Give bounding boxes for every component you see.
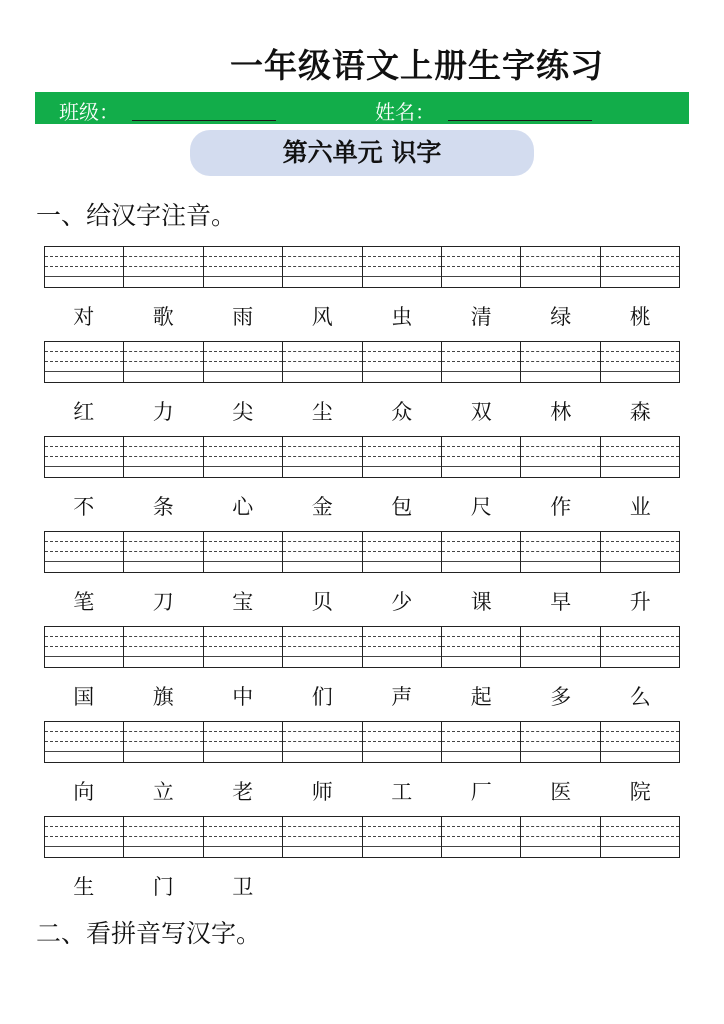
writing-guide-line [204,826,282,827]
writing-guide-line [124,741,202,742]
writing-guide-line [442,561,520,562]
hanzi-character: 多 [550,685,572,709]
hanzi-character: 红 [73,400,95,424]
writing-guide-line [204,256,282,257]
writing-guide-line [521,371,599,372]
writing-guide-line [124,466,202,467]
writing-guide-line [283,836,361,837]
name-field[interactable] [448,120,592,121]
pinyin-cell[interactable] [283,627,362,667]
writing-guide-line [363,656,441,657]
writing-guide-line [363,466,441,467]
writing-guide-line [45,466,123,467]
writing-guide-line [45,656,123,657]
hanzi-character: 金 [311,495,333,519]
hanzi-character: 课 [470,590,492,614]
unit-title: 第六单元 识字 [190,130,534,176]
writing-guide-line [363,371,441,372]
section-heading-1: 一、给汉字注音。 [36,201,237,230]
hanzi-character: 老 [232,780,254,804]
writing-guide-line [442,541,520,542]
character-row [44,301,680,331]
writing-guide-line [601,751,679,752]
pinyin-cell[interactable] [45,627,124,667]
writing-guide-line [204,351,282,352]
writing-guide-line [124,751,202,752]
pinyin-cell[interactable] [601,817,679,857]
pinyin-cell[interactable] [124,532,203,572]
writing-guide-line [124,731,202,732]
writing-guide-line [363,751,441,752]
writing-guide-line [124,846,202,847]
hanzi-character: 清 [470,305,492,329]
hanzi-character: 贝 [311,590,333,614]
writing-guide-line [124,541,202,542]
pinyin-cell[interactable] [124,342,203,382]
writing-guide-line [363,826,441,827]
hanzi-character: 中 [232,685,254,709]
hanzi-character: 作 [550,495,572,519]
pinyin-cell[interactable] [45,437,124,477]
writing-guide-line [442,656,520,657]
writing-guide-line [45,276,123,277]
writing-guide-line [204,836,282,837]
pinyin-cell[interactable] [204,342,283,382]
pinyin-cell[interactable] [45,817,124,857]
pinyin-cell[interactable] [601,342,679,382]
hanzi-character: 医 [550,780,572,804]
writing-guide-line [45,446,123,447]
writing-guide-line [363,646,441,647]
writing-guide-line [283,266,361,267]
writing-guide-line [124,836,202,837]
page-title: 一年级语文上册生字练习 [230,46,604,85]
writing-guide-line [283,541,361,542]
hanzi-character: 旗 [152,685,174,709]
writing-guide-line [363,256,441,257]
pinyin-cell[interactable] [124,437,203,477]
pinyin-cell[interactable] [442,247,521,287]
pinyin-cell[interactable] [283,817,362,857]
writing-guide-line [442,361,520,362]
character-row [44,491,680,521]
pinyin-cell[interactable] [283,437,362,477]
pinyin-cell[interactable] [363,722,442,762]
writing-guide-line [204,731,282,732]
hanzi-character: 条 [152,495,174,519]
writing-guide-line [601,646,679,647]
writing-guide-line [124,826,202,827]
pinyin-cell[interactable] [521,342,600,382]
writing-guide-line [283,561,361,562]
writing-guide-line [283,551,361,552]
pinyin-grid [44,721,680,763]
writing-guide-line [442,846,520,847]
writing-guide-line [124,636,202,637]
hanzi-character: 众 [391,400,413,424]
writing-guide-line [601,456,679,457]
pinyin-cell[interactable] [601,437,679,477]
writing-guide-line [124,456,202,457]
hanzi-character: 笔 [73,590,95,614]
pinyin-cell[interactable] [601,532,679,572]
pinyin-cell[interactable] [363,437,442,477]
writing-guide-line [204,751,282,752]
hanzi-character: 门 [152,875,174,899]
hanzi-character: 森 [629,400,651,424]
writing-guide-line [124,266,202,267]
writing-guide-line [442,466,520,467]
hanzi-character: 虫 [391,305,413,329]
writing-guide-line [601,276,679,277]
writing-guide-line [601,256,679,257]
hanzi-character: 刀 [152,590,174,614]
hanzi-character: 力 [152,400,174,424]
writing-guide-line [124,656,202,657]
class-field[interactable] [132,120,276,121]
pinyin-cell[interactable] [521,247,600,287]
pinyin-cell[interactable] [124,817,203,857]
hanzi-character: 起 [470,685,492,709]
hanzi-character: 生 [73,875,95,899]
writing-guide-line [204,371,282,372]
writing-guide-line [521,741,599,742]
pinyin-cell[interactable] [45,247,124,287]
pinyin-cell[interactable] [601,627,679,667]
hanzi-character: 不 [73,495,95,519]
writing-guide-line [45,551,123,552]
writing-guide-line [442,456,520,457]
writing-guide-line [521,551,599,552]
writing-guide-line [363,731,441,732]
writing-guide-line [204,741,282,742]
writing-guide-line [363,836,441,837]
writing-guide-line [442,351,520,352]
writing-guide-line [283,731,361,732]
writing-guide-line [521,541,599,542]
writing-guide-line [283,276,361,277]
writing-guide-line [601,846,679,847]
name-label: 姓名： [375,100,435,124]
writing-guide-line [124,646,202,647]
writing-guide-line [601,836,679,837]
writing-guide-line [204,446,282,447]
character-row [44,681,680,711]
hanzi-character: 对 [73,305,95,329]
pinyin-cell[interactable] [204,437,283,477]
writing-guide-line [204,646,282,647]
hanzi-character: 包 [391,495,413,519]
pinyin-cell[interactable] [521,437,600,477]
writing-guide-line [45,561,123,562]
writing-guide-line [601,446,679,447]
hanzi-character: 工 [391,780,413,804]
writing-guide-line [442,731,520,732]
writing-guide-line [601,371,679,372]
pinyin-cell[interactable] [204,722,283,762]
writing-guide-line [45,741,123,742]
writing-guide-line [521,466,599,467]
hanzi-character: 们 [311,685,333,709]
hanzi-character: 双 [470,400,492,424]
hanzi-character: 声 [391,685,413,709]
writing-guide-line [363,361,441,362]
writing-guide-line [45,371,123,372]
hanzi-character: 么 [629,685,651,709]
writing-guide-line [363,541,441,542]
writing-guide-line [124,371,202,372]
pinyin-cell[interactable] [442,437,521,477]
writing-guide-line [601,551,679,552]
pinyin-grid [44,626,680,668]
section-heading-2: 二、看拼音写汉字。 [36,919,262,948]
hanzi-character: 林 [550,400,572,424]
hanzi-character: 院 [629,780,651,804]
writing-guide-line [45,456,123,457]
pinyin-cell[interactable] [283,342,362,382]
writing-guide-line [442,256,520,257]
writing-guide-line [521,351,599,352]
writing-guide-line [442,266,520,267]
pinyin-grid [44,341,680,383]
writing-guide-line [601,731,679,732]
hanzi-character: 绿 [550,305,572,329]
pinyin-cell[interactable] [521,722,600,762]
writing-guide-line [442,836,520,837]
writing-guide-line [45,751,123,752]
writing-guide-line [521,731,599,732]
hanzi-character: 立 [152,780,174,804]
pinyin-cell[interactable] [442,627,521,667]
pinyin-cell[interactable] [601,247,679,287]
pinyin-grid [44,816,680,858]
writing-guide-line [45,541,123,542]
writing-guide-line [45,256,123,257]
hanzi-character: 厂 [470,780,492,804]
writing-guide-line [601,636,679,637]
writing-guide-line [442,646,520,647]
writing-guide-line [363,846,441,847]
pinyin-cell[interactable] [283,247,362,287]
writing-guide-line [204,456,282,457]
writing-guide-line [204,656,282,657]
writing-guide-line [363,561,441,562]
writing-guide-line [204,361,282,362]
writing-guide-line [442,371,520,372]
writing-guide-line [283,456,361,457]
pinyin-cell[interactable] [363,817,442,857]
hanzi-character: 早 [550,590,572,614]
pinyin-grid [44,531,680,573]
hanzi-character: 尖 [232,400,254,424]
writing-guide-line [283,656,361,657]
writing-guide-line [363,741,441,742]
writing-guide-line [601,656,679,657]
writing-guide-line [442,826,520,827]
writing-guide-line [442,741,520,742]
pinyin-cell[interactable] [204,627,283,667]
writing-guide-line [521,656,599,657]
character-row [44,871,680,901]
writing-guide-line [204,636,282,637]
writing-guide-line [45,266,123,267]
pinyin-grid [44,436,680,478]
writing-guide-line [204,561,282,562]
writing-guide-line [124,551,202,552]
pinyin-cell[interactable] [204,817,283,857]
writing-guide-line [521,836,599,837]
writing-guide-line [601,561,679,562]
writing-guide-line [45,836,123,837]
writing-guide-line [45,826,123,827]
writing-guide-line [204,466,282,467]
writing-guide-line [45,731,123,732]
hanzi-character: 心 [232,495,254,519]
pinyin-cell[interactable] [363,247,442,287]
writing-guide-line [204,266,282,267]
character-row [44,586,680,616]
writing-guide-line [283,361,361,362]
writing-guide-line [442,636,520,637]
writing-guide-line [124,561,202,562]
writing-guide-line [363,266,441,267]
hanzi-character: 国 [73,685,95,709]
pinyin-cell[interactable] [363,342,442,382]
pinyin-cell[interactable] [601,722,679,762]
writing-guide-line [283,636,361,637]
pinyin-cell[interactable] [521,627,600,667]
writing-guide-line [124,446,202,447]
pinyin-cell[interactable] [124,722,203,762]
writing-guide-line [45,846,123,847]
writing-guide-line [521,561,599,562]
writing-guide-line [363,456,441,457]
writing-guide-line [204,541,282,542]
writing-guide-line [45,636,123,637]
character-row [44,776,680,806]
pinyin-cell[interactable] [283,532,362,572]
pinyin-cell[interactable] [45,532,124,572]
writing-guide-line [601,826,679,827]
writing-guide-line [283,741,361,742]
writing-guide-line [363,636,441,637]
hanzi-character: 雨 [232,305,254,329]
hanzi-character: 歌 [152,305,174,329]
writing-guide-line [283,351,361,352]
pinyin-cell[interactable] [442,817,521,857]
header-bar [35,92,689,124]
writing-guide-line [442,551,520,552]
writing-guide-line [442,446,520,447]
hanzi-character: 业 [629,495,651,519]
writing-guide-line [283,371,361,372]
pinyin-cell[interactable] [363,532,442,572]
pinyin-cell[interactable] [124,627,203,667]
writing-guide-line [204,551,282,552]
pinyin-cell[interactable] [442,342,521,382]
pinyin-cell[interactable] [283,722,362,762]
writing-guide-line [45,646,123,647]
writing-guide-line [521,446,599,447]
hanzi-character: 风 [311,305,333,329]
writing-guide-line [363,551,441,552]
writing-guide-line [521,636,599,637]
writing-guide-line [521,266,599,267]
pinyin-cell[interactable] [442,722,521,762]
pinyin-cell[interactable] [363,627,442,667]
hanzi-character: 尺 [470,495,492,519]
writing-guide-line [521,361,599,362]
hanzi-character: 少 [391,590,413,614]
pinyin-cell[interactable] [45,722,124,762]
class-label: 班级： [59,100,119,124]
pinyin-cell[interactable] [442,532,521,572]
hanzi-character: 卫 [232,875,254,899]
writing-guide-line [283,466,361,467]
hanzi-character: 桃 [629,305,651,329]
pinyin-cell[interactable] [204,247,283,287]
writing-guide-line [45,351,123,352]
writing-guide-line [204,846,282,847]
writing-guide-line [283,751,361,752]
writing-guide-line [124,361,202,362]
writing-guide-line [521,826,599,827]
writing-guide-line [601,266,679,267]
writing-guide-line [521,256,599,257]
writing-guide-line [601,466,679,467]
writing-guide-line [124,276,202,277]
pinyin-cell[interactable] [521,532,600,572]
writing-guide-line [204,276,282,277]
writing-guide-line [363,276,441,277]
writing-guide-line [124,351,202,352]
hanzi-character: 升 [629,590,651,614]
writing-guide-line [363,446,441,447]
writing-guide-line [521,846,599,847]
writing-guide-line [601,361,679,362]
writing-guide-line [283,846,361,847]
pinyin-cell[interactable] [45,342,124,382]
writing-guide-line [521,751,599,752]
writing-guide-line [601,541,679,542]
writing-guide-line [283,826,361,827]
hanzi-character: 向 [73,780,95,804]
writing-guide-line [45,361,123,362]
writing-guide-line [521,456,599,457]
writing-guide-line [521,646,599,647]
pinyin-grid [44,246,680,288]
pinyin-cell[interactable] [521,817,600,857]
writing-guide-line [601,351,679,352]
hanzi-character: 师 [311,780,333,804]
writing-guide-line [442,751,520,752]
writing-guide-line [124,256,202,257]
writing-guide-line [283,256,361,257]
hanzi-character: 宝 [232,590,254,614]
pinyin-cell[interactable] [204,532,283,572]
writing-guide-line [442,276,520,277]
writing-guide-line [283,446,361,447]
writing-guide-line [521,276,599,277]
hanzi-character: 尘 [311,400,333,424]
character-row [44,396,680,426]
writing-guide-line [363,351,441,352]
writing-guide-line [283,646,361,647]
pinyin-cell[interactable] [124,247,203,287]
writing-guide-line [601,741,679,742]
